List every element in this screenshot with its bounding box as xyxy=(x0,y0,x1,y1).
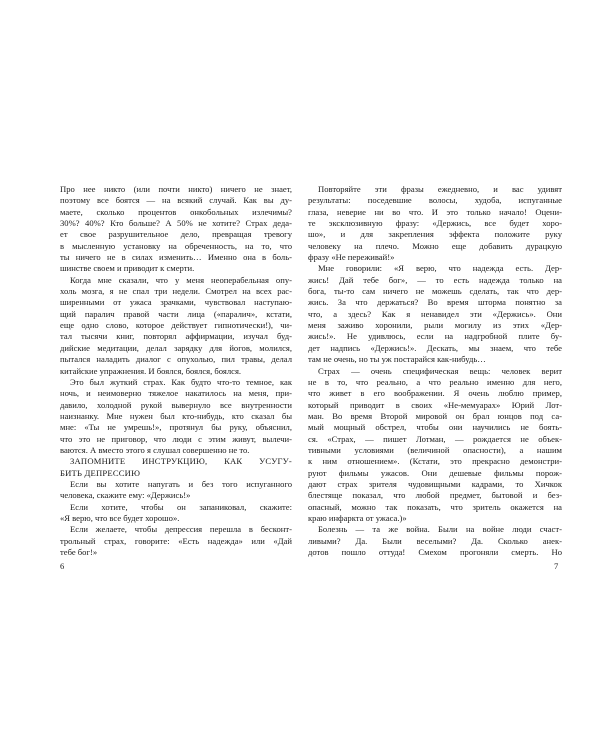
text-line: Про нее никто (или почти никто) ничего не знает, xyxy=(60,184,292,194)
text-line: ночь, и неимоверно тяжелое накатилось на меня, при- xyxy=(60,388,292,399)
text-line: ся. «Страх, — пишет Лотман, — рождается не объек- xyxy=(308,433,562,444)
text-line: тивными условиями (величиной опасности), а нашим xyxy=(308,444,562,455)
text-line: дет надпись «Держись!». Дескать, мы знаем, что тебе xyxy=(308,342,562,353)
text-line: меня заживо хоронили, рыли могилу из этих «Дер- xyxy=(308,320,562,331)
text-line: Это был жуткий страх. Как будто что-то темное, как xyxy=(70,376,292,387)
text-line: наизнанку. Мне нужен был кто-нибудь, кто сказал бы xyxy=(60,410,292,421)
text-line: ваются. А вместо этого я слушал совершенно не то. xyxy=(60,444,250,455)
text-line: китайские упражнения. И боялся, боялся, боялся. xyxy=(60,365,242,376)
text-line: дают страх зрителя чудовищными кадрами, то Хичкок xyxy=(308,478,562,489)
right-page-text xyxy=(308,184,562,558)
text-line: не в то, что реально, а что реально именно для него, xyxy=(308,376,562,387)
text-line: дотов пошло оттуда! Смехом прогоняли смерть. Но xyxy=(308,547,562,557)
text-line: Если желаете, чтобы депрессия перешла в бесконт- xyxy=(70,524,292,535)
left-page-text xyxy=(60,184,292,558)
text-line: «Я верю, что все будет хорошо». xyxy=(60,512,180,523)
text-line: в мысленную установку на обреченность, на то, что xyxy=(60,240,292,251)
text-line: поэтому все боятся — на всякий случай. Как вы ду- xyxy=(60,195,292,206)
page-number-right: 7 xyxy=(554,561,559,571)
text-line: ман. Во время Второй мировой он брал юнцов под са- xyxy=(308,410,562,421)
text-line: шо», и для закрепления эффекта положите руку xyxy=(308,229,562,240)
text-line: результаты: поседевшие волосы, худоба, испуганные xyxy=(308,195,562,206)
text-line: жись!». Не удивлюсь, если на надгробной плите бу- xyxy=(308,331,562,342)
text-line: маете, сколько процентов онкобольных излечимы? xyxy=(60,206,292,217)
text-line: глаза, неверие ни во что. И это только начало! Оцени- xyxy=(308,206,562,217)
text-line: опасный, можно так показать, что зритель окажется на xyxy=(308,501,562,512)
text-line: руют фильмы ужасов. Они дешевые фильмы порож- xyxy=(308,467,562,478)
text-line: 30%? 40%? Кто больше? А 50% не хотите? Страх деда- xyxy=(60,218,292,229)
text-line: БИТЬ ДЕПРЕССИЮ xyxy=(60,467,141,478)
text-line: там не очень, но ты уж постарайся как-нибудь… xyxy=(308,354,486,365)
text-line: бога, ты-то сам ничего не можешь сделать, так что дер- xyxy=(308,286,562,297)
text-line: что, а здесь? Как я ненавидел эти «Держись». Они xyxy=(308,308,562,319)
text-line: ширенными от ужаса зрачками, чувствовал наступаю- xyxy=(60,297,292,308)
text-line: Страх — очень специфическая вещь: человек верит xyxy=(318,365,562,376)
text-line: Если вы хотите напугать и без того испуганного xyxy=(70,478,292,489)
text-line: человеку на плечо. Можно еще добавить дурацкую xyxy=(308,240,562,251)
text-line: краю инфаркта от ужаса.)» xyxy=(308,512,407,523)
text-line: пытался наладить диалог с опухолью, пил травы, делал xyxy=(60,354,292,365)
text-line: что живет в его воображении. Я очень люблю пример, xyxy=(308,388,562,399)
text-line: щий паралич правой части лица («паралич», кстати, xyxy=(60,308,292,319)
text-line: мый мощный обстрел, чтобы они научились не боять- xyxy=(308,422,562,433)
text-line: трольный страх, говорите: «Есть надежда» или «Дай xyxy=(60,535,292,546)
text-line: давило, холодной рукой вывернуло все внутренности xyxy=(60,399,292,410)
text-line: холь мозга, я не спал три недели. Смотрел на всех рас- xyxy=(60,286,292,297)
text-line: что это не приговор, что люди с этим живут, вылечи- xyxy=(60,433,292,444)
text-line: ЗАПОМНИТЕ ИНСТРУКЦИЮ, КАК УСУГУ- xyxy=(70,456,292,467)
text-line: ты ничего не в силах изменить… Именно она в боль- xyxy=(60,252,292,263)
text-line: фразу «Не переживай!» xyxy=(308,252,395,263)
text-line: тебе бог!» xyxy=(60,547,98,557)
text-line: Болезнь — та же война. Были на войне люди счаст- xyxy=(318,524,562,535)
text-line: который приводит в своих «Не-мемуарах» Юрий Лот- xyxy=(308,399,562,410)
text-line: ливыми? Да. Были веселыми? Да. Сколько анек- xyxy=(308,535,562,546)
page-number-left: 6 xyxy=(60,561,65,571)
text-line: тал тысячи книг, повторял аффирмации, изучал буд- xyxy=(60,331,292,342)
text-line: те эксклюзивную фразу: «Держись, все будет хоро- xyxy=(308,218,562,229)
text-line: Когда мне сказали, что у меня неоперабельная опу- xyxy=(70,274,292,285)
text-line: Повторяйте эти фразы ежедневно, и вас удивят xyxy=(318,184,562,194)
text-line: блестяще показал, что любой предмет, бытовой и без- xyxy=(308,490,562,501)
text-line: дийские медитации, делал зарядку для йогов, молился, xyxy=(60,342,292,353)
text-line: Если хотите, чтобы он запаниковал, скажите: xyxy=(70,501,292,512)
right-page xyxy=(300,0,600,750)
text-line: ет свое разрушительное дело, превращая тревогу xyxy=(60,229,292,240)
text-line: Мне говорили: «Я верю, что надежда есть. Дер- xyxy=(318,263,562,274)
text-line: человека, скажите ему: «Держись!» xyxy=(60,490,191,501)
text-line: шинстве своем и приводит к смерти. xyxy=(60,263,195,274)
text-line: к ним отношением». (Кстати, это прекрасно демонстри- xyxy=(308,456,562,467)
text-line: жись! Дай тебе бог», — то есть надежда только на xyxy=(308,274,562,285)
text-line: жись. За что держаться? Во время шторма понятно за xyxy=(308,297,562,308)
text-line: мне: «Ты не умрешь!», протянул бы руку, объяснил, xyxy=(60,422,292,433)
text-line: еще одно слово, которое действует гипнотически!), чи- xyxy=(60,320,292,331)
